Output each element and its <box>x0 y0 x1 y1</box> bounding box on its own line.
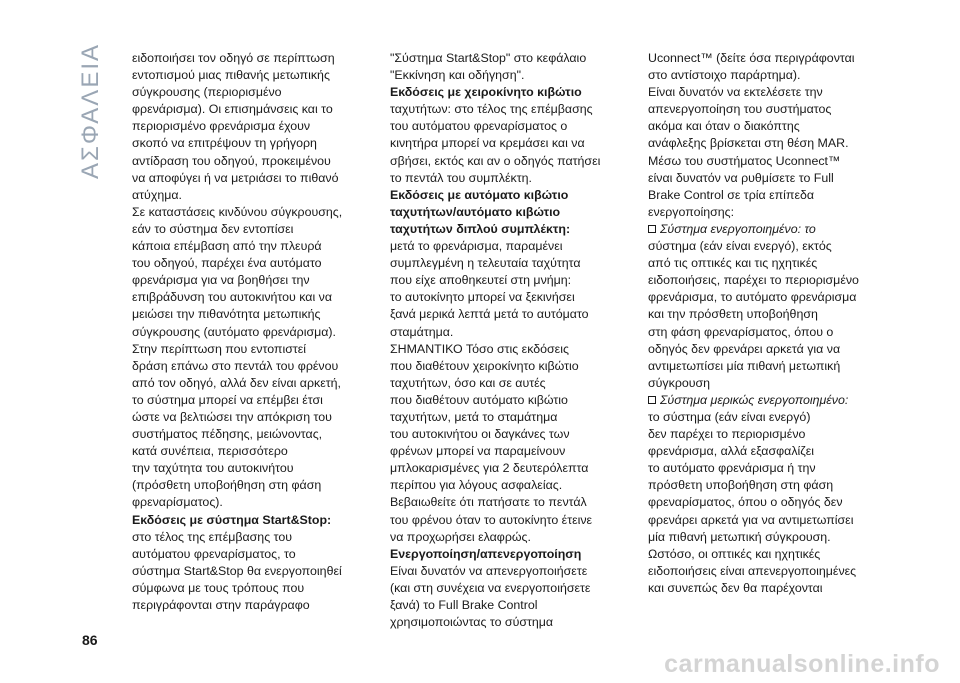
text-line: το σύστημα (εάν είναι ενεργό) <box>648 409 811 424</box>
text-line: το σύστημα μπορεί να επέμβει έτσι <box>132 392 323 407</box>
text-line: στη φάση φρεναρίσματος, όπου ο <box>648 324 834 339</box>
text-line: (και στη συνέχεια να ενεργοποιήσετε <box>390 580 591 595</box>
text-line: μειώσει την πιθανότητα μετωπικής <box>132 307 321 322</box>
list-item-enabled <box>648 221 884 238</box>
text-line: κάποια επέμβαση από την πλευρά <box>132 239 322 254</box>
list-item-partial <box>648 392 884 409</box>
text-line: Uconnect™ (δείτε όσα περιγράφονται <box>648 51 855 65</box>
text-line: σκοπό να επιτρέψουν τη γρήγορη <box>132 136 317 151</box>
text-line: στο αντίστοιχο παράρτημα). <box>648 68 801 83</box>
text-line: μία πιθανή μετωπική σύγκρουση. <box>648 529 831 544</box>
text-line: εάν το σύστημα δεν εντοπίσει <box>132 221 294 236</box>
text-line: σταμάτημα. <box>390 324 454 339</box>
important-note: ΣΗΜΑΝΤΙΚΟ Τόσο στις εκδόσεις <box>390 341 569 356</box>
text-line: δράση επάνω στο πεντάλ του φρένου <box>132 358 339 373</box>
text-line: πρόσθετη υποβοήθηση στη φάση <box>648 478 834 493</box>
text-line: μπλοκαρισμένες για 2 δευτερόλεπτα <box>390 461 589 476</box>
text-line: ξανά μερικά λεπτά μετά το αυτόματο <box>390 307 589 322</box>
text-line: σύγκρουσης (περιορισμένο <box>132 85 282 100</box>
text-line: φρενάρισμα, το αυτόματο φρενάρισμα <box>648 290 857 305</box>
watermark: carmanualsonline.info <box>664 650 940 678</box>
text-line: φρένων μπορεί να παραμείνουν <box>390 444 566 459</box>
text-line: κινητήρα μπορεί να κρεμάσει και να <box>390 136 585 151</box>
text-line: αυτόματου φρεναρίσματος, το <box>132 546 296 561</box>
text-line: ακόμα και όταν ο διακόπτης <box>648 119 800 134</box>
text-line: συμπλεγμένη η τελευταία ταχύτητα <box>390 256 581 271</box>
text-line: φρενάρισμα, αλλά εξασφαλίζει <box>648 444 815 459</box>
text-line: αντίδραση του οδηγού, προκειμένου <box>132 153 331 168</box>
text-column-1 <box>132 50 368 614</box>
text-line: ειδοποιήσεις, παρέχει το περιορισμένο <box>648 273 859 288</box>
chapter-side-tab <box>78 42 104 180</box>
text-line: και την πρόσθετη υποβοήθηση <box>648 307 818 322</box>
text-line: Στην περίπτωση που εντοπιστεί <box>132 341 307 356</box>
text-line: ανάφλεξης βρίσκεται στη θέση MAR. <box>648 136 849 151</box>
text-line: περίπου για λόγους ασφαλείας. <box>390 478 563 493</box>
subheading-manual-gearbox: Εκδόσεις με χειροκίνητο κιβώτιο <box>390 85 582 100</box>
text-line: σύγκρουση <box>648 375 711 390</box>
text-line: ταχυτήτων: στο τέλος της επέμβασης <box>390 102 593 117</box>
text-line: "Σύστημα Start&Stop" στο κεφάλαιο <box>390 51 587 65</box>
subheading-start-stop: Εκδόσεις με σύστημα Start&Stop: <box>132 512 332 527</box>
list-item-label: Σύστημα μερικώς ενεργοποιημένο: <box>660 392 849 407</box>
text-line: εντοπισμού μιας πιθανής μετωπικής <box>132 68 330 83</box>
text-line: φρενάρει αρκετά για να αντιμετωπίσει <box>648 512 854 527</box>
text-line: του αυτοκινήτου οι δαγκάνες των <box>390 427 570 442</box>
text-line: φρενάρισμα για να βοηθήσει την <box>132 273 310 288</box>
text-line: ατύχημα. <box>132 187 182 202</box>
text-column-2 <box>390 50 626 631</box>
text-line: Μέσω του συστήματος Uconnect™ <box>648 153 841 168</box>
text-column-3 <box>648 50 884 597</box>
text-line: ειδοποιήσει τον οδηγό σε περίπτωση <box>132 51 335 65</box>
text-line: αντιμετωπίσει μία πιθανή μετωπική <box>648 358 841 373</box>
chapter-title: ΑΣΦΑΛΕΙΑ <box>77 42 104 180</box>
text-line: από τον οδηγό, αλλά δεν είναι αρκετή, <box>132 375 341 390</box>
text-line: του οδηγού, παρέχει ένα αυτόματο <box>132 256 322 271</box>
text-line: το πεντάλ του συμπλέκτη. <box>390 170 532 185</box>
text-line: ξανά) το Full Brake Control <box>390 598 538 612</box>
text-line: οδηγός δεν φρενάρει αρκετά για να <box>648 341 841 356</box>
checkbox-bullet-icon <box>648 225 656 233</box>
text-line: του αυτόματου φρεναρίσματος ο <box>390 119 568 134</box>
list-item-label: Σύστημα ενεργοποιημένο: το <box>660 221 816 236</box>
text-line: ταχυτήτων, μετά το σταμάτημα <box>390 409 558 424</box>
text-line: δεν παρέχει το περιορισμένο <box>648 427 806 442</box>
text-line: το αυτόματο φρενάρισμα ή την <box>648 461 816 476</box>
text-line: από τις οπτικές και τις ηχητικές <box>648 256 818 271</box>
text-line: ενεργοποίησης: <box>648 204 735 219</box>
text-line: Είναι δυνατόν να απενεργοποιήσετε <box>390 563 588 578</box>
subheading-automatic-gearbox: ταχυτήτων/αυτόματο κιβώτιο <box>390 204 561 219</box>
text-line: Βεβαιωθείτε ότι πατήσατε το πεντάλ <box>390 495 587 510</box>
text-line: να αποφύγει ή να μετριάσει το πιθανό <box>132 170 339 185</box>
text-line: περιορισμένο φρενάρισμα έχουν <box>132 119 311 134</box>
text-line: την ταχύτητα του αυτοκινήτου <box>132 461 294 476</box>
text-line: Είναι δυνατόν να εκτελέσετε την <box>648 85 823 100</box>
text-line: που είχε αποθηκευτεί στη μνήμη: <box>390 273 572 288</box>
text-line: ειδοποιήσεις είναι απενεργοποιημένες <box>648 563 857 578</box>
text-line: σύγκρουσης (αυτόματο φρενάρισμα). <box>132 324 336 339</box>
text-line: σβήσει, εκτός και αν ο οδηγός πατήσει <box>390 153 601 168</box>
text-line: που διαθέτουν χειροκίνητο κιβώτιο <box>390 358 579 373</box>
text-line: φρεναρίσματος, όπου ο οδηγός δεν <box>648 495 843 510</box>
text-line: και συνεπώς δεν θα παρέχονται <box>648 580 823 595</box>
text-line: χρησιμοποιώντας το σύστημα <box>390 615 554 630</box>
text-line: μετά το φρενάρισμα, παραμένει <box>390 239 563 254</box>
text-line: απενεργοποίηση του συστήματος <box>648 102 832 117</box>
text-line: ταχυτήτων, όσο και σε αυτές <box>390 375 546 390</box>
page-number: 86 <box>82 632 98 648</box>
text-line: φρεναρίσματος). <box>132 495 223 510</box>
text-line: που διαθέτουν αυτόματο κιβώτιο <box>390 392 568 407</box>
subheading-automatic-gearbox: Εκδόσεις με αυτόματο κιβώτιο <box>390 187 569 202</box>
checkbox-bullet-icon <box>648 396 656 404</box>
text-line: επιβράδυνση του αυτοκινήτου και να <box>132 290 333 305</box>
text-line: σύμφωνα με τους τρόπους που <box>132 580 305 595</box>
text-line: (πρόσθετη υποβοήθηση στη φάση <box>132 478 322 493</box>
text-line: το αυτοκίνητο μπορεί να ξεκινήσει <box>390 290 575 305</box>
text-line: Brake Control σε τρία επίπεδα <box>648 187 815 202</box>
text-line: Ωστόσο, οι οπτικές και ηχητικές <box>648 546 821 561</box>
text-line: σύστημα (εάν είναι ενεργό), εκτός <box>648 239 832 254</box>
text-line: στο τέλος της επέμβασης του <box>132 529 292 544</box>
text-line: περιγράφονται στην παράγραφο <box>132 598 310 612</box>
text-line: σύστημα Start&Stop θα ενεργοποιηθεί <box>132 563 342 578</box>
text-line: κατά συνέπεια, περισσότερο <box>132 444 288 459</box>
subheading-automatic-gearbox: ταχυτήτων διπλού συμπλέκτη: <box>390 221 571 236</box>
subheading-activation: Ενεργοποίηση/απενεργοποίηση <box>390 546 582 561</box>
text-line: του φρένου όταν το αυτοκίνητο έτεινε <box>390 512 593 527</box>
text-line: φρενάρισμα). Οι επισημάνσεις και το <box>132 102 333 117</box>
text-line: "Εκκίνηση και οδήγηση". <box>390 68 525 83</box>
text-line: είναι δυνατόν να ρυθμίσετε το Full <box>648 170 834 185</box>
text-line: συστήματος πέδησης, μειώνοντας, <box>132 427 323 442</box>
text-line: Σε καταστάσεις κινδύνου σύγκρουσης, <box>132 204 343 219</box>
text-line: ώστε να βελτιώσει την απόκριση του <box>132 409 332 424</box>
text-line: να προχωρήσει ελαφρώς. <box>390 529 531 544</box>
